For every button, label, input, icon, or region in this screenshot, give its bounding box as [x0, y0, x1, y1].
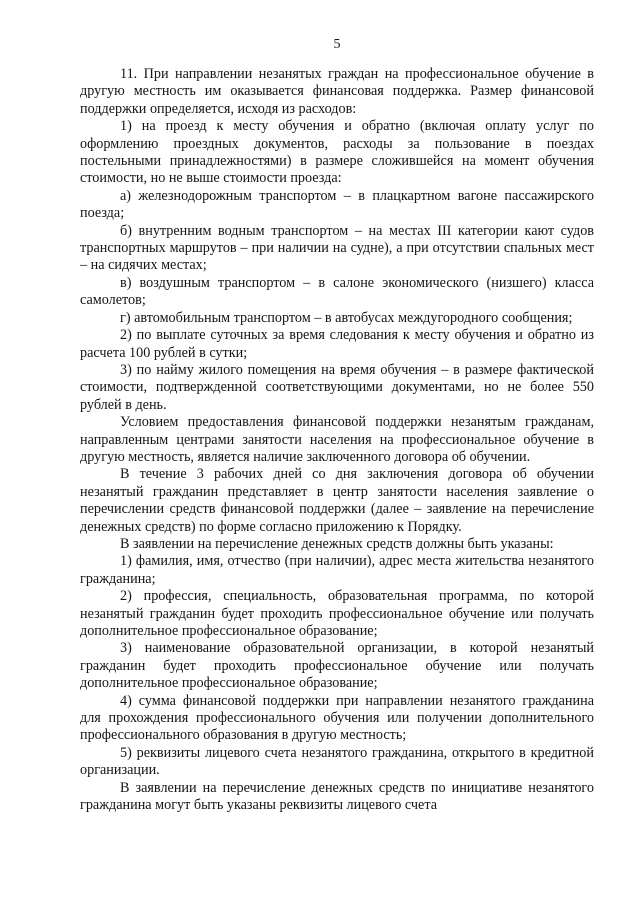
paragraph: 2) по выплате суточных за время следования к месту обучения и обратно из расчета 100 рублей в сутки; [80, 327, 594, 361]
page-number: 5 [333, 37, 341, 52]
paragraph: б) внутренним водным транспортом – на местах III категории кают судов транспортных маршрутов – при наличии на судне), а при отсутствии спальных мест – на сидячих местах; [80, 222, 594, 274]
paragraph: В заявлении на перечисление денежных средств должны быть указаны: [120, 535, 554, 552]
paragraph: а) железнодорожным транспортом – в плацкартном вагоне пассажирского поезда; [80, 187, 594, 222]
paragraph: Условием предоставления финансовой поддержки незанятым гражданам, направленным центрами занятости населения на профессиональное обучение в другую местность, является наличие заключенного договора об обучении. [80, 414, 594, 465]
paragraph: 1) на проезд к месту обучения и обратно (включая оплату услуг по оформлению проездных документов, расходы за пользование в поездах постельными принадлежностями) в размере сложившейся на момент обучения стоимости, но не выше стоимости проезда: [80, 118, 594, 187]
paragraph: В заявлении на перечисление денежных средств по инициативе незанятого гражданина могут быть указаны реквизиты лицевого счета [80, 779, 594, 814]
paragraph: 3) по найму жилого помещения на время обучения – в размере фактической стоимости, подтвержденной соответствующими документами, но не более 550 рублей в день. [80, 361, 594, 413]
paragraph: 2) профессия, специальность, образовательная программа, по которой незанятый гражданин будет проходить профессиональное обучение или получать дополнительное профессиональное образование; [80, 588, 594, 639]
paragraph: 1) фамилия, имя, отчество (при наличии), адрес места жительства незанятого гражданина; [80, 553, 594, 587]
paragraph: 3) наименование образовательной организации, в которой незанятый гражданин будет проходить профессиональное обучение или получать дополнительное профессиональное образование; [80, 640, 594, 692]
paragraph: в) воздушным транспортом – в салоне экономического (низшего) класса самолетов; [80, 274, 594, 309]
paragraph: 11. При направлении незанятых граждан на профессиональное обучение в другую местность им оказывается финансовая поддержка. Размер финансовой поддержки определяется, исходя из расходов: [80, 66, 594, 117]
paragraph: В течение 3 рабочих дней со дня заключения договора об обучении незанятый гражданин представляет в центр занятости населения заявление о перечислении средств финансовой поддержки (далее – заявление на перечисление денежных средств) по форме согласно приложению к Порядку. [80, 466, 594, 535]
paragraph: 5) реквизиты лицевого счета незанятого гражданина, открытого в кредитной организации. [80, 744, 594, 779]
paragraph: 4) сумма финансовой поддержки при направлении незанятого гражданина для прохождения профессионального обучения или получении дополнительного профессионального образования в другую местность; [80, 692, 594, 744]
paragraph: г) автомобильным транспортом – в автобусах междугородного сообщения; [120, 309, 573, 326]
